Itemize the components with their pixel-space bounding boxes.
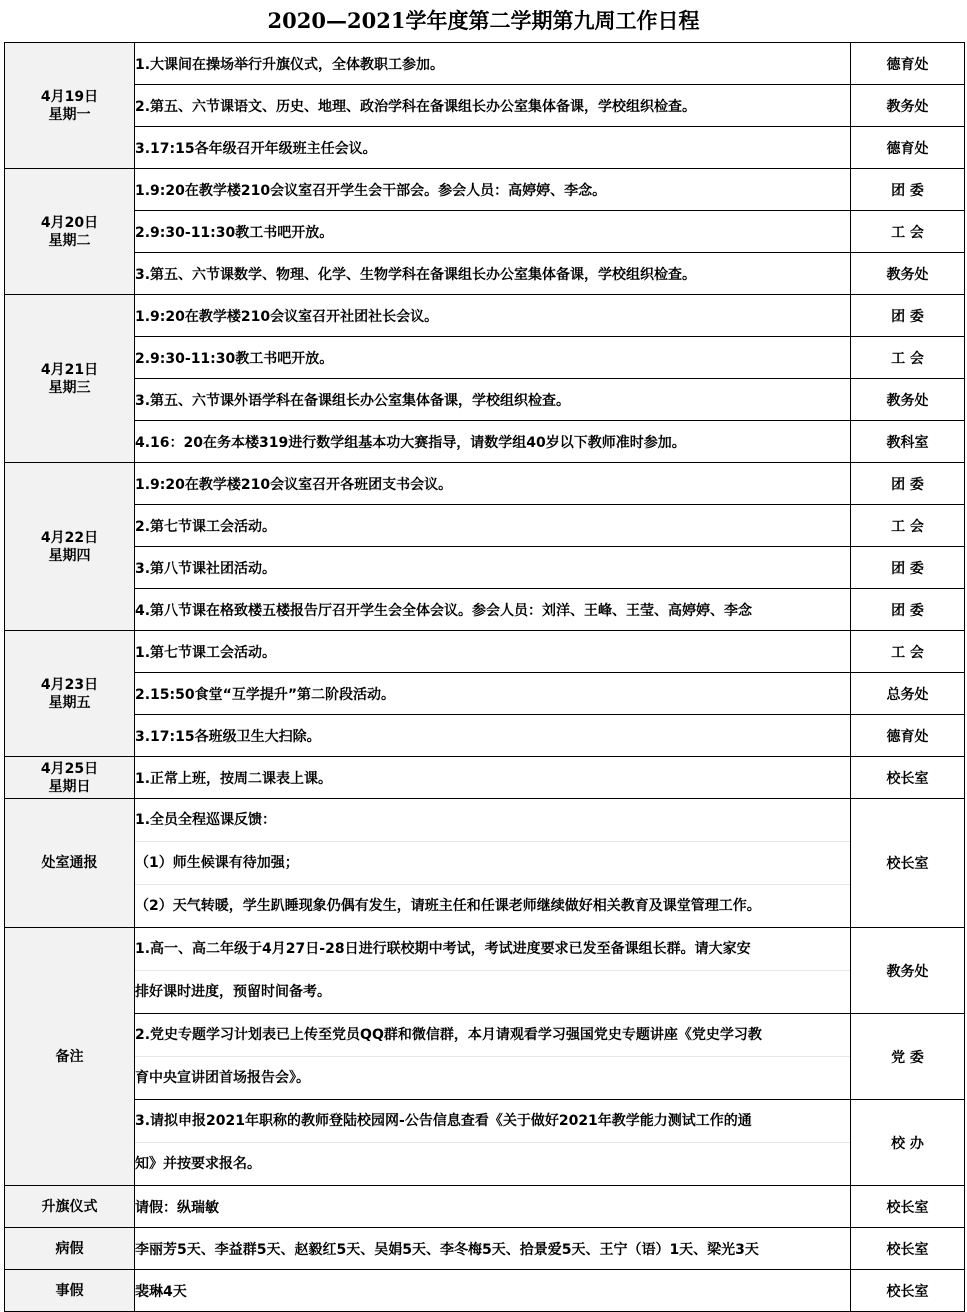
table-row [5, 463, 965, 505]
day-weekday: 星期一 [48, 106, 91, 123]
dept-cell: 教务处 [851, 928, 965, 1014]
dept-cell: 校长室 [851, 757, 965, 799]
day-cell-tue [5, 169, 135, 295]
day-date: 4月19日 [40, 88, 99, 105]
dept-cell: 团 委 [851, 589, 965, 631]
flag-ceremony-row [5, 1186, 965, 1228]
schedule-table [4, 42, 965, 1312]
day-cell-sun [5, 757, 135, 799]
schedule-item: 1.正常上班，按周二课表上课。 [135, 757, 851, 799]
schedule-item: 1.大课间在操场举行升旗仪式，全体教职工参加。 [135, 43, 851, 85]
notice-line: （1）师生候课有待加强； [135, 842, 850, 885]
dept-cell: 总务处 [851, 673, 965, 715]
table-row [5, 169, 965, 211]
table-row [5, 337, 965, 379]
remark-row [5, 928, 965, 1014]
schedule-item: 1.9:20在教学楼210会议室召开社团社长会议。 [135, 295, 851, 337]
table-row [5, 295, 965, 337]
day-date: 4月20日 [40, 214, 99, 231]
dept-cell: 教务处 [851, 85, 965, 127]
remark-row [5, 1014, 965, 1100]
table-row [5, 715, 965, 757]
day-weekday: 星期二 [48, 232, 91, 249]
notice-row [5, 799, 965, 928]
table-row [5, 127, 965, 169]
table-row [5, 757, 965, 799]
schedule-item: 3.第八节课社团活动。 [135, 547, 851, 589]
personal-leave-row [5, 1270, 965, 1312]
table-row [5, 589, 965, 631]
dept-cell: 德育处 [851, 43, 965, 85]
row-text: 裴琳4天 [135, 1270, 851, 1312]
table-row [5, 421, 965, 463]
schedule-item: 2.9:30-11:30教工书吧开放。 [135, 337, 851, 379]
dept-cell: 教务处 [851, 379, 965, 421]
table-row [5, 673, 965, 715]
table-row [5, 211, 965, 253]
dept-cell: 德育处 [851, 715, 965, 757]
day-weekday: 星期日 [48, 778, 91, 795]
row-label: 病假 [5, 1228, 135, 1270]
remarks-label: 备注 [5, 928, 135, 1186]
sick-leave-row [5, 1228, 965, 1270]
remark-line: 育中央宣讲团首场报告会》。 [135, 1070, 310, 1086]
dept-cell: 校长室 [851, 1270, 965, 1312]
table-row [5, 379, 965, 421]
notice-label: 处室通报 [5, 799, 135, 928]
day-date: 4月21日 [40, 361, 99, 378]
row-text: 请假：纵瑞敏 [135, 1186, 851, 1228]
dept-cell: 德育处 [851, 127, 965, 169]
day-weekday: 星期三 [48, 379, 91, 396]
table-row [5, 547, 965, 589]
day-weekday: 星期五 [48, 694, 91, 711]
remark-item [135, 1014, 851, 1100]
schedule-item: 1.9:20在教学楼210会议室召开学生会干部会。参会人员：高婷婷、李念。 [135, 169, 851, 211]
table-row [5, 43, 965, 85]
remark-row [5, 1100, 965, 1186]
dept-cell: 校长室 [851, 1186, 965, 1228]
schedule-item: 2.15:50食堂“互学提升”第二阶段活动。 [135, 673, 851, 715]
schedule-item: 1.9:20在教学楼210会议室召开各班团支书会议。 [135, 463, 851, 505]
table-row [5, 253, 965, 295]
remark-item [135, 928, 851, 1014]
day-cell-mon [5, 43, 135, 169]
day-cell-thu [5, 463, 135, 631]
dept-cell: 工 会 [851, 337, 965, 379]
row-text: 李丽芳5天、李益群5天、赵毅红5天、吴娟5天、李冬梅5天、拾景爱5天、王宁（语）1天、梁光3天 [135, 1228, 851, 1270]
notice-line: 1.全员全程巡课反馈： [135, 799, 850, 842]
dept-cell: 团 委 [851, 547, 965, 589]
schedule-item: 4.16：20在务本楼319进行数学组基本功大赛指导，请数学组40岁以下教师准时参加。 [135, 421, 851, 463]
table-row [5, 85, 965, 127]
table-row [5, 505, 965, 547]
dept-cell: 团 委 [851, 463, 965, 505]
row-label: 事假 [5, 1270, 135, 1312]
row-label: 升旗仪式 [5, 1186, 135, 1228]
page-title: 2020—2021学年度第二学期第九周工作日程 [267, 8, 700, 33]
dept-cell: 党 委 [851, 1014, 965, 1100]
notice-line: （2）天气转暖，学生趴睡现象仍偶有发生，请班主任和任课老师继续做好相关教育及课堂管理工作。 [135, 898, 761, 914]
dept-cell: 工 会 [851, 211, 965, 253]
schedule-item: 3.第五、六节课外语学科在备课组长办公室集体备课，学校组织检查。 [135, 379, 851, 421]
dept-cell: 校长室 [851, 1228, 965, 1270]
dept-cell: 校 办 [851, 1100, 965, 1186]
remark-line: 排好课时进度，预留时间备考。 [135, 984, 331, 1000]
schedule-item: 3.17:15各年级召开年级班主任会议。 [135, 127, 851, 169]
remark-line: 知》并按要求报名。 [135, 1156, 261, 1172]
dept-cell: 教务处 [851, 253, 965, 295]
day-cell-fri [5, 631, 135, 757]
schedule-item: 2.9:30-11:30教工书吧开放。 [135, 211, 851, 253]
dept-cell: 校长室 [851, 799, 965, 928]
day-cell-wed [5, 295, 135, 463]
dept-cell: 教科室 [851, 421, 965, 463]
dept-cell: 工 会 [851, 631, 965, 673]
day-date: 4月22日 [40, 529, 99, 546]
schedule-item: 2.第七节课工会活动。 [135, 505, 851, 547]
remark-line: 2.党史专题学习计划表已上传至党员QQ群和微信群，本月请观看学习强国党史专题讲座《党史学习教 [135, 1014, 850, 1057]
dept-cell: 团 委 [851, 169, 965, 211]
table-row [5, 631, 965, 673]
schedule-item: 3.17:15各班级卫生大扫除。 [135, 715, 851, 757]
remark-line: 3.请拟申报2021年职称的教师登陆校园网-公告信息查看《关于做好2021年教学能力测试工作的通 [135, 1100, 850, 1143]
schedule-item: 3.第五、六节课数学、物理、化学、生物学科在备课组长办公室集体备课，学校组织检查。 [135, 253, 851, 295]
notice-content [135, 799, 851, 928]
remark-line: 1.高一、高二年级于4月27日-28日进行联校期中考试，考试进度要求已发至备课组长群。请大家安 [135, 928, 850, 971]
schedule-item: 2.第五、六节课语文、历史、地理、政治学科在备课组长办公室集体备课，学校组织检查。 [135, 85, 851, 127]
day-weekday: 星期四 [48, 547, 91, 564]
day-date: 4月23日 [40, 676, 99, 693]
remark-item [135, 1100, 851, 1186]
dept-cell: 工 会 [851, 505, 965, 547]
dept-cell: 团 委 [851, 295, 965, 337]
schedule-item: 1.第七节课工会活动。 [135, 631, 851, 673]
day-date: 4月25日 [40, 760, 99, 777]
schedule-item: 4.第八节课在格致楼五楼报告厅召开学生会全体会议。参会人员：刘洋、王峰、王莹、高婷婷、李念 [135, 589, 851, 631]
